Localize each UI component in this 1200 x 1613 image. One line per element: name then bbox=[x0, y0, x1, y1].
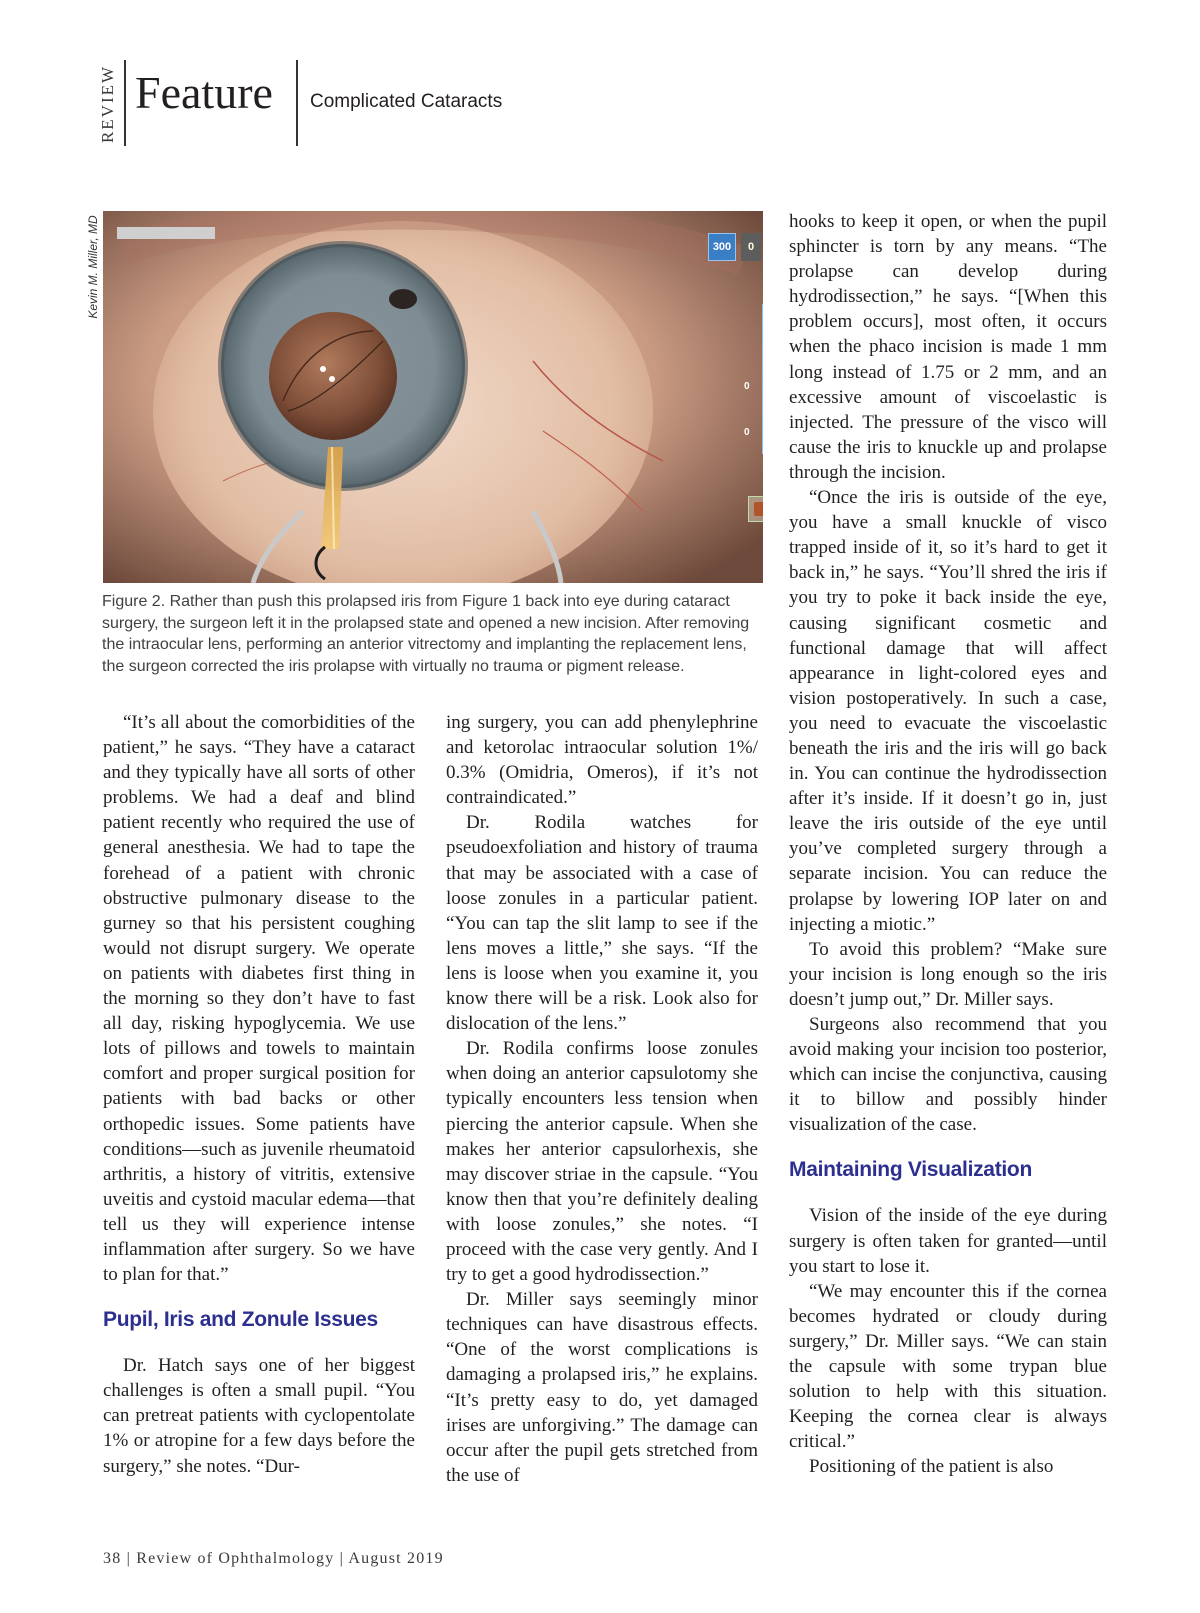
paragraph: Vision of the inside of the eye during surgery is often taken for granted—until you start to lose it. bbox=[789, 1205, 1107, 1277]
section-heading: Maintaining Visualization bbox=[789, 1158, 1032, 1182]
page-footer: 38 | Review of Ophthalmology | August 2019 bbox=[103, 1550, 444, 1567]
paragraph: Positioning of the patient is also bbox=[809, 1456, 1054, 1478]
paragraph: Dr. Miller says seemingly minor techniques can have disastrous effects. “One of the worst complications is damaging a prolapsed iris,” he explains. “It’s pretty easy to do, yet damaged irises are unforgiving.” The damage can occur after the pupil gets stretched from the use of bbox=[446, 1289, 758, 1486]
scale-bar bbox=[117, 227, 215, 239]
feature-title: Feature bbox=[135, 67, 273, 118]
review-brand bbox=[94, 62, 122, 146]
header-divider bbox=[296, 60, 298, 146]
paragraph: ing surgery, you can add phenylephrine and ketorolac intraocular solution 1%/ 0.3% (Omidria, Omeros), if it’s not contraindicated.” bbox=[446, 712, 758, 809]
asp-min-value: 0 bbox=[744, 381, 750, 392]
surgical-photo bbox=[103, 211, 763, 583]
vac-min-value: 0 bbox=[744, 427, 750, 438]
article-column-2 bbox=[446, 710, 758, 1488]
article-column-1 bbox=[103, 710, 415, 1479]
power-readout: 300 bbox=[708, 233, 736, 261]
phaco-parameters bbox=[762, 304, 763, 454]
paragraph: Dr. Rodila confirms loose zonules when doing an anterior capsulotomy she typically encounters less tension when piercing the anterior capsule. When she makes her anterior capsulorhexis, she may discover striae in the capsule. “You know then that you’re definitely dealing with loose zonules,” she notes. “I proceed with the case very gently. And I try to get a good hydrodissection.” bbox=[446, 1038, 758, 1286]
figure-caption: Figure 2. Rather than push this prolapsed iris from Figure 1 back into eye during cataract surgery, the surgeon left it in the prolapsed state and opened a new incision. After removing the intraocular lens, performing an anterior vitrectomy and implanting the replacement lens, the surgeon corrected the iris prolapse with virtually no trauma or pigment release. bbox=[102, 593, 750, 675]
article-column-3 bbox=[789, 209, 1107, 1480]
header-divider bbox=[124, 60, 126, 146]
paragraph: “It’s all about the comorbidities of the patient,” he says. “They have a cataract and they typically have all sorts of other problems. We had a deaf and blind patient recently who required the use of general anesthesia. We had to tape the forehead of a patient with chronic obstructive pulmonary disease to the gurney so that his persistent coughing would not disrupt surgery. We operate on patients with diabetes first thing in the morning so they don’t have to fast all day, risking hypoglycemia. We use lots of pillows and towels to maintain comfort and proper surgical position for patients with bad backs or other orthopedic issues. Some patients have conditions—such as juvenile rheumatoid arthritis, a history of vitritis, extensive uveitis and cystoid macular edema—that tell us they will experience intense inflammation after surgery. So we have to plan for that.” bbox=[103, 712, 415, 1286]
paragraph: Dr. Rodila watches for pseudoexfoliation and history of trauma that may be associated with a case of loose zonules in a particular patient. “You can tap the slit lamp to see if the lens moves a little,” she says. “If the lens is loose when you examine it, you know there will be a risk. Look also for dislocation of the lens.” bbox=[446, 812, 758, 1035]
section-heading: Pupil, Iris and Zonule Issues bbox=[103, 1308, 378, 1332]
mode-readout: 0 bbox=[741, 233, 761, 261]
section-title: Complicated Cataracts bbox=[310, 91, 503, 112]
paragraph: To avoid this problem? “Make sure your incision is long enough so the iris doesn’t jump out,” Dr. Miller says. bbox=[789, 938, 1107, 1010]
paragraph: Surgeons also recommend that you avoid making your incision too posterior, which can incise the conjunctiva, causing it to billow and possibly hinder visualization of the case. bbox=[789, 1014, 1107, 1136]
photo-credit bbox=[84, 212, 102, 322]
centurion-mark-icon bbox=[754, 502, 763, 516]
centurion-logo bbox=[748, 496, 763, 522]
paragraph: hooks to keep it open, or when the pupil sphincter is torn by any means. “The prolapse can develop during hydrodissection,” he says. “[When this problem occurs], most often, it occurs when the phaco incision is made 1 mm long instead of 1.75 or 2 mm, and an excessive amount of viscoelastic is injected. The pressure of the visco will cause the iris to knuckle up and prolapse through the incision. bbox=[789, 211, 1107, 483]
eye-illustration bbox=[103, 211, 763, 583]
paragraph: Dr. Hatch says one of her biggest challenges is often a small pupil. “You can pretreat patients with cyclopentolate 1% or atropine for a few days before the surgery,” she notes. “Dur- bbox=[103, 1355, 415, 1477]
photo-credit-text: Kevin M. Miller, MD bbox=[86, 215, 100, 319]
paragraph: “We may encounter this if the cornea becomes hydrated or cloudy during surgery,” Dr. Miller says. “We can stain the capsule with some trypan blue solution to help with this situation. Keeping the cornea clear is always critical.” bbox=[789, 1280, 1107, 1453]
review-brand-text: REVIEW bbox=[98, 64, 117, 144]
paragraph: “Once the iris is outside of the eye, you have a small knuckle of visco trapped inside of it, so it’s hard to get it back in,” he says. “You’ll shred the iris if you try to poke it back inside the eye, causing significant cosmetic and functional damage that will affect appearance in light-colored eyes and vision postoperatively. In such a case, you need to evacuate the viscoelastic beneath the iris and the iris will go back in. You can continue the hydrodissection after it’s inside. If it doesn’t go in, just leave the iris outside of the eye until you’ve completed surgery through a separate incision. You can reduce the prolapse by lowering IOP later on and injecting a miotic.” bbox=[789, 487, 1107, 935]
